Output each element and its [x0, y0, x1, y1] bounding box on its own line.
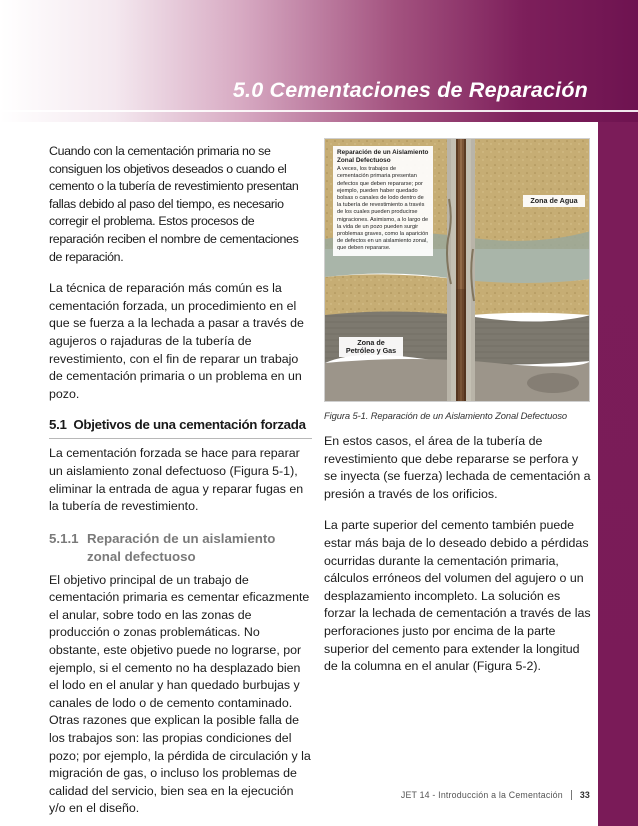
left-column [49, 143, 312, 826]
right-column [324, 138, 592, 690]
header-rule [0, 110, 638, 112]
oil-gas-zone-label: Zona de Petróleo y Gas [339, 337, 403, 357]
subsection-number: 5.1.1 [49, 530, 79, 546]
figure-note-body: A veces, los trabajos de cementación primaria presentan defectos que deben repararse; por ejemplo, pueden haber quedado bolsas o canales de lodo dentro de la tubería de revestimiento a través de los cuales pueden producirse migraciones. Asimismo, a lo largo de la vida de un pozo pueden surgir problemas graves, como la aparición de defectos en un aislamiento zonal, que deben repararse. [337, 166, 429, 252]
subsection-title: Reparación de un aislamiento zonal defectuoso [87, 530, 276, 564]
section-5-1-paragraph: La cementación forzada se hace para reparar un aislamiento zonal defectuoso (Figura 5-1), eliminar la entrada de agua y reparar fugas en la tubería de revestimiento. [49, 446, 304, 514]
page-footer [340, 790, 590, 800]
section-5-1-1-paragraph: El objetivo principal de un trabajo de cementación primaria es cementar eficazmente el anular, sobre todo en las zonas de producción o zonas problemáticas. No obstante, este objetivo puede no lograrse, por ejemplo, si el cemento no ha desplazado bien el lodo en el anular y han quedado burbujas y canales de lodo o de cemento contaminado. Otras razones que explican la posible falla de los trabajos son: las propias condiciones del pozo; por ejemplo, la pérdida de circulación y la migración de gas, o incluso los problemas de calidad del servicio, bien sea en la ejecución y/o en el diseño. [49, 572, 311, 816]
intro-paragraph: Cuando con la cementación primaria no se consiguen los objetivos deseados o cuando el cemento o la tubería de revestimiento presentan fallas debido al paso del tiempo, es necesario corregir el problema. Estos procesos de reparación reciben el nombre de cementaciones de reparación. [49, 144, 299, 264]
rock-shadow [527, 373, 579, 393]
section-heading-5-1-1 [49, 530, 312, 566]
page-number: 33 [579, 790, 590, 800]
header-band [0, 0, 638, 122]
figure-5-1 [324, 138, 590, 402]
figure-caption: Figura 5-1. Reparación de un Aislamiento Zonal Defectuoso [324, 410, 568, 421]
figure-note [333, 146, 433, 256]
figure-note-title: Reparación de un Aislamiento Zonal Defectuoso [337, 149, 429, 164]
footer-text: JET 14 - Introducción a la Cementación [400, 790, 563, 800]
right-paragraph-1: En estos casos, el área de la tubería de revestimiento que debe repararse se perfora y se inyecta (se fuerza) lechada de cementación a presión a través de los orificios. [324, 434, 591, 501]
section-title: Objetivos de una cementación forzada [73, 417, 306, 433]
side-bar [598, 122, 638, 826]
page-title: 5.0 Cementaciones de Reparación [232, 78, 588, 102]
section-heading-5-1 [49, 417, 312, 432]
section-divider [49, 438, 312, 439]
water-zone-label: Zona de Agua [523, 195, 585, 207]
technique-paragraph: La técnica de reparación más común es la cementación forzada, un procedimiento en el que se fuerza a la lechada a pasar a través de agujeros o rajaduras de la tubería de revestimiento, con el fin de reparar un trabajo de cementación primaria o un problema en un pozo. [49, 281, 304, 401]
section-number: 5.1 [49, 417, 67, 433]
footer-separator [571, 790, 572, 800]
right-paragraph-2: La parte superior del cemento también puede estar más baja de lo deseado debido a pérdidas ocurridas durante la cementación primaria, cálculos erróneos del volumen del agujero o un desplazamiento incompleto. La solución es forzar la lechada de cementación a través de las perforaciones justo por encima de la parte superior del cemento para extender la longitud de la columna en el anular (Figura 5-2). [324, 518, 591, 674]
